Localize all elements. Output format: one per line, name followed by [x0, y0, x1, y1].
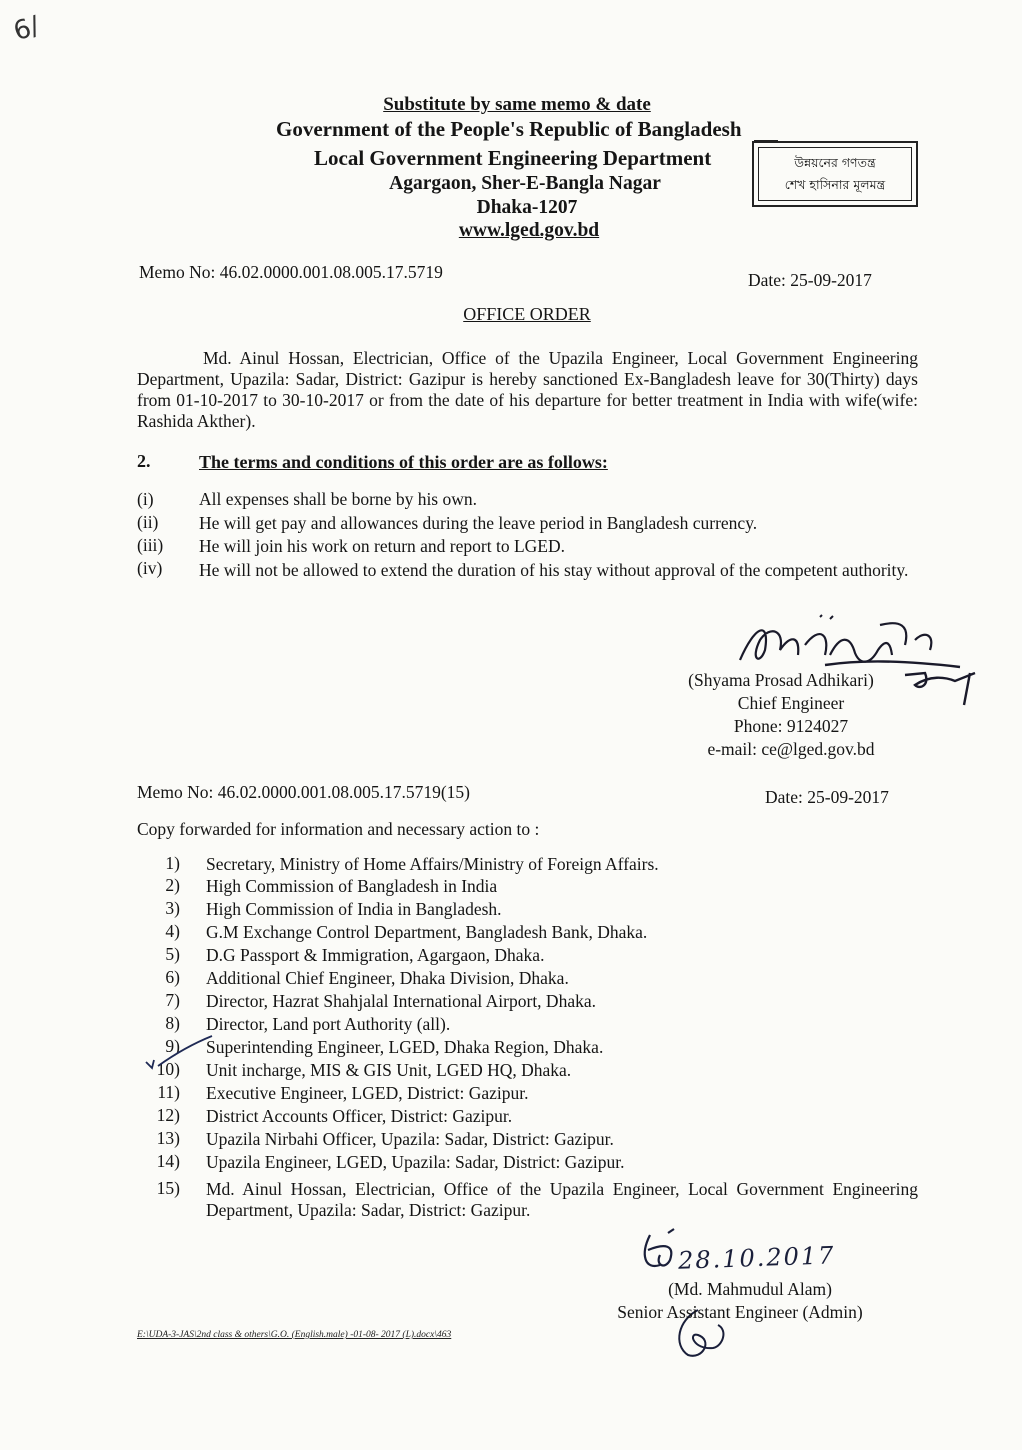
memo2-date: Date: 25-09-2017 [765, 787, 889, 807]
terms-number: 2. [137, 451, 151, 471]
copy-item-number: 13) [156, 1128, 180, 1148]
copy-item: Md. Ainul Hossan, Electrician, Office of the Upazila Engineer, Local Government Engineering Department, Upazila: Sadar, District: Gazipur. [206, 1179, 918, 1220]
copy-item-number: 9) [165, 1036, 180, 1056]
page-mark: 6/ [9, 10, 44, 48]
copy-item-number: 14) [156, 1151, 180, 1171]
copy-item-number: 2) [165, 875, 180, 895]
term-text: He will get pay and allowances during the leave period in Bangladesh currency. [199, 513, 758, 533]
copy-item: Director, Hazrat Shahjalal International Airport, Dhaka. [206, 991, 596, 1011]
term-number: (iii) [137, 535, 164, 555]
slogan-stamp [752, 141, 918, 207]
signatory1-name: (Shyama Prosad Adhikari) [688, 670, 874, 690]
signatory1-title: Chief Engineer [737, 693, 845, 713]
copy-item-number: 7) [165, 990, 180, 1010]
terms-heading: The terms and conditions of this order are as follows: [199, 452, 608, 472]
pen-tick-mark [142, 1032, 222, 1072]
copy-item: High Commission of India in Bangladesh. [206, 899, 502, 919]
copy-item-number: 4) [165, 921, 180, 941]
header-department: Local Government Engineering Department [314, 146, 712, 170]
signatory2-name: (Md. Mahmudul Alam) [668, 1279, 832, 1299]
copy-item: Secretary, Ministry of Home Affairs/Ministry of Foreign Affairs. [206, 854, 659, 874]
copy-item-number: 11) [157, 1082, 180, 1102]
stamp-line-1: উন্নয়নের গণতন্ত্র [794, 155, 876, 170]
order-title: OFFICE ORDER [463, 304, 591, 324]
signatory2-title: Senior Assistant Engineer (Admin) [617, 1302, 863, 1322]
copy-item-number: 6) [165, 967, 180, 987]
copy-item-number: 8) [165, 1013, 180, 1033]
signatory1-phone: Phone: 9124027 [733, 716, 849, 736]
copy-item: D.G Passport & Immigration, Agargaon, Dhaka. [206, 945, 545, 965]
stamp-line-2: শেখ হাসিনার মূলমন্ত্র [784, 177, 886, 192]
copy-item: Director, Land port Authority (all). [206, 1014, 451, 1034]
copy-item: High Commission of Bangladesh in India [206, 876, 498, 896]
sae-signature [630, 1225, 710, 1285]
memo2-number: Memo No: 46.02.0000.001.08.005.17.5719(15) [137, 782, 470, 802]
header-city: Dhaka-1207 [476, 197, 578, 218]
copy-item: Executive Engineer, LGED, District: Gazipur. [206, 1083, 529, 1103]
copy-item: Additional Chief Engineer, Dhaka Division, Dhaka. [206, 968, 569, 988]
copy-intro: Copy forwarded for information and necessary action to : [137, 819, 540, 839]
copy-item: G.M Exchange Control Department, Bangladesh Bank, Dhaka. [206, 922, 648, 942]
handwritten-date: 28.10.2017 [677, 1241, 836, 1275]
copy-item-number: 15) [156, 1178, 180, 1198]
copy-item: Upazila Engineer, LGED, Upazila: Sadar, District: Gazipur. [206, 1152, 625, 1172]
signatory1-email[interactable]: e-mail: ce@lged.gov.bd [707, 739, 875, 759]
term-text: He will not be allowed to extend the duration of his stay without approval of the competent authority. [199, 560, 909, 580]
order-body: Md. Ainul Hossan, Electrician, Office of the Upazila Engineer, Local Government Engineering Department, Upazila: Sadar, District: Gazipur is hereby sanctioned Ex-Bangladesh leave for 30(Thirty) days from 01-10-2017 to 30-10-2017 or from the date of his departure for better treatment in India with wife(wife: Rashida Akther). [137, 348, 918, 431]
copy-item: Superintending Engineer, LGED, Dhaka Region, Dhaka. [206, 1037, 604, 1057]
header-website[interactable]: www.lged.gov.bd [458, 220, 600, 241]
file-path: E:\UDA-3-JAS\2nd class & others\G.O. (English.male) -01-08- 2017 (L).docx\463 [137, 1330, 452, 1340]
copy-item: Upazila Nirbahi Officer, Upazila: Sadar, District: Gazipur. [206, 1129, 614, 1149]
copy-item-number: 1) [165, 853, 180, 873]
copy-item: District Accounts Officer, District: Gazipur. [206, 1106, 513, 1126]
term-number: (ii) [137, 512, 159, 532]
copy-item-number: 12) [156, 1105, 180, 1125]
memo-date: Date: 25-09-2017 [748, 270, 872, 290]
header-address: Agargaon, Sher-E-Bangla Nagar [389, 173, 661, 194]
memo-number: Memo No: 46.02.0000.001.08.005.17.5719 [139, 262, 443, 282]
header-govt: Government of the People's Republic of Bangladesh [276, 117, 742, 141]
substitute-note: Substitute by same memo & date [383, 94, 651, 115]
term-number: (i) [137, 489, 154, 509]
copy-item-number: 10) [156, 1059, 180, 1079]
term-text: He will join his work on return and report to LGED. [199, 536, 565, 556]
term-number: (iv) [137, 558, 163, 578]
copy-item-number: 5) [165, 944, 180, 964]
term-text: All expenses shall be borne by his own. [199, 489, 478, 509]
copy-item: Unit incharge, MIS & GIS Unit, LGED HQ, Dhaka. [206, 1060, 572, 1080]
copy-item-number: 3) [165, 898, 180, 918]
